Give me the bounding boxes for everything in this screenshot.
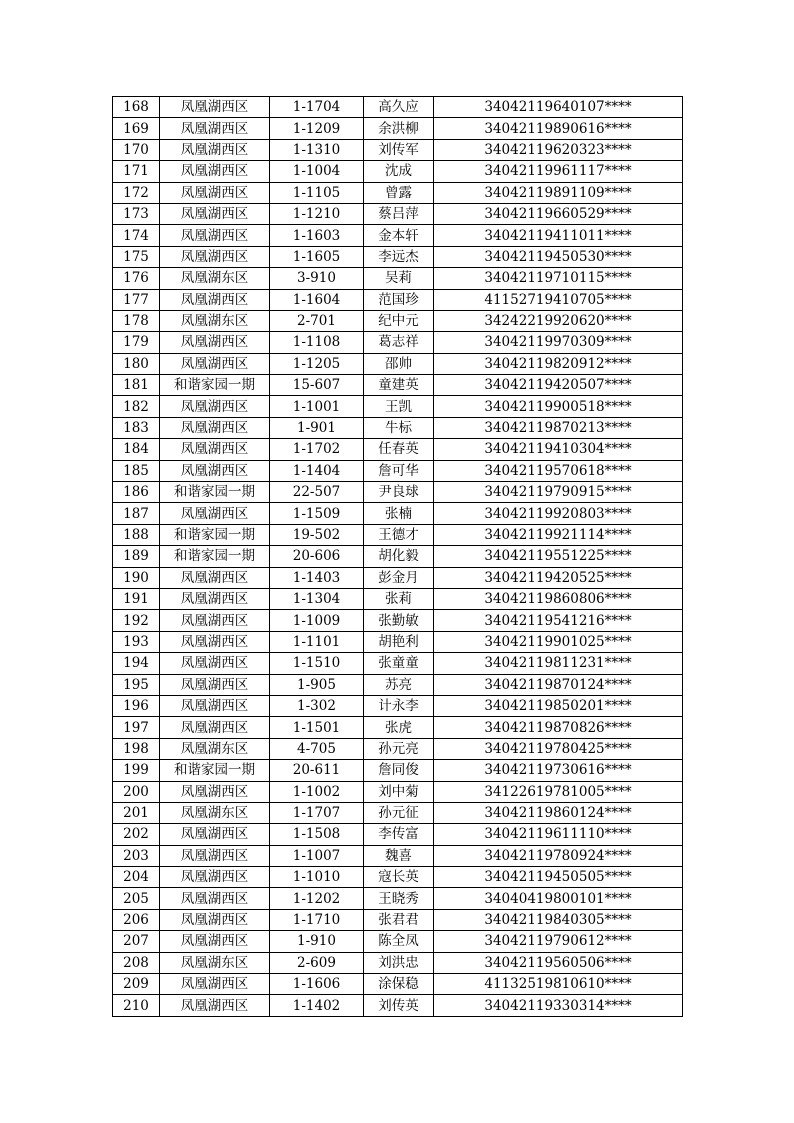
name-cell: 张楠 <box>364 503 434 524</box>
name-cell: 李远杰 <box>364 246 434 267</box>
name-cell: 高久应 <box>364 97 434 118</box>
name-cell: 任春英 <box>364 439 434 460</box>
unit-cell: 20-611 <box>270 760 364 781</box>
table-row <box>113 353 683 374</box>
row-number-cell: 209 <box>113 974 160 995</box>
name-cell: 寇长英 <box>364 867 434 888</box>
name-cell: 金本轩 <box>364 225 434 246</box>
row-number-cell: 169 <box>113 118 160 139</box>
name-cell: 尹良球 <box>364 482 434 503</box>
id-number-cell: 41152719410705**** <box>434 289 683 310</box>
unit-cell: 2-609 <box>270 952 364 973</box>
unit-cell: 22-507 <box>270 482 364 503</box>
unit-cell: 1-1501 <box>270 717 364 738</box>
id-number-cell: 34042119410304**** <box>434 439 683 460</box>
row-number-cell: 170 <box>113 139 160 160</box>
unit-cell: 1-1009 <box>270 610 364 631</box>
id-number-cell: 34042119640107**** <box>434 97 683 118</box>
id-number-cell: 34042119450530**** <box>434 246 683 267</box>
table-row <box>113 439 683 460</box>
id-number-cell: 34042119890616**** <box>434 118 683 139</box>
table-row <box>113 974 683 995</box>
id-number-cell: 34042119551225**** <box>434 546 683 567</box>
community-cell: 凤凰湖西区 <box>160 695 270 716</box>
row-number-cell: 191 <box>113 588 160 609</box>
table-row <box>113 888 683 909</box>
table-row <box>113 139 683 160</box>
unit-cell: 1-1210 <box>270 203 364 224</box>
row-number-cell: 210 <box>113 995 160 1016</box>
id-number-cell: 34042119900518**** <box>434 396 683 417</box>
table-row <box>113 246 683 267</box>
id-number-cell: 34042119790612**** <box>434 931 683 952</box>
id-number-cell: 34042119660529**** <box>434 203 683 224</box>
name-cell: 刘洪忠 <box>364 952 434 973</box>
name-cell: 沈成 <box>364 161 434 182</box>
id-number-cell: 34042119811231**** <box>434 653 683 674</box>
unit-cell: 1-1004 <box>270 161 364 182</box>
community-cell: 凤凰湖东区 <box>160 310 270 331</box>
id-number-cell: 34042119620323**** <box>434 139 683 160</box>
id-number-cell: 34042119420525**** <box>434 567 683 588</box>
unit-cell: 1-905 <box>270 674 364 695</box>
name-cell: 刘中菊 <box>364 781 434 802</box>
community-cell: 凤凰湖西区 <box>160 845 270 866</box>
name-cell: 葛志祥 <box>364 332 434 353</box>
unit-cell: 1-1510 <box>270 653 364 674</box>
id-number-cell: 34042119420507**** <box>434 375 683 396</box>
unit-cell: 1-1101 <box>270 631 364 652</box>
community-cell: 凤凰湖西区 <box>160 995 270 1016</box>
community-cell: 凤凰湖西区 <box>160 353 270 374</box>
row-number-cell: 185 <box>113 460 160 481</box>
id-number-cell: 34042119411011**** <box>434 225 683 246</box>
id-number-cell: 34042119611110**** <box>434 824 683 845</box>
table-row <box>113 845 683 866</box>
row-number-cell: 202 <box>113 824 160 845</box>
community-cell: 凤凰湖西区 <box>160 225 270 246</box>
community-cell: 凤凰湖东区 <box>160 268 270 289</box>
id-number-cell: 34042119921114**** <box>434 524 683 545</box>
unit-cell: 1-1402 <box>270 995 364 1016</box>
unit-cell: 1-1404 <box>270 460 364 481</box>
community-cell: 凤凰湖西区 <box>160 118 270 139</box>
name-cell: 李传富 <box>364 824 434 845</box>
unit-cell: 2-701 <box>270 310 364 331</box>
unit-cell: 1-302 <box>270 695 364 716</box>
id-number-cell: 34042119850201**** <box>434 695 683 716</box>
id-number-cell: 34042119330314**** <box>434 995 683 1016</box>
unit-cell: 3-910 <box>270 268 364 289</box>
name-cell: 张童童 <box>364 653 434 674</box>
id-number-cell: 34042119541216**** <box>434 610 683 631</box>
id-number-cell: 34042119860124**** <box>434 802 683 823</box>
name-cell: 涂保稳 <box>364 974 434 995</box>
unit-cell: 1-910 <box>270 931 364 952</box>
table-row <box>113 332 683 353</box>
community-cell: 凤凰湖西区 <box>160 610 270 631</box>
community-cell: 凤凰湖西区 <box>160 974 270 995</box>
id-number-cell: 34042119560506**** <box>434 952 683 973</box>
name-cell: 詹同俊 <box>364 760 434 781</box>
id-number-cell: 41132519810610**** <box>434 974 683 995</box>
row-number-cell: 173 <box>113 203 160 224</box>
row-number-cell: 177 <box>113 289 160 310</box>
row-number-cell: 172 <box>113 182 160 203</box>
community-cell: 凤凰湖西区 <box>160 97 270 118</box>
row-number-cell: 205 <box>113 888 160 909</box>
unit-cell: 1-1209 <box>270 118 364 139</box>
name-cell: 范国珍 <box>364 289 434 310</box>
name-cell: 张莉 <box>364 588 434 609</box>
row-number-cell: 189 <box>113 546 160 567</box>
id-number-cell: 34042119901025**** <box>434 631 683 652</box>
row-number-cell: 182 <box>113 396 160 417</box>
name-cell: 胡艳利 <box>364 631 434 652</box>
name-cell: 孙元征 <box>364 802 434 823</box>
row-number-cell: 199 <box>113 760 160 781</box>
unit-cell: 15-607 <box>270 375 364 396</box>
table-row <box>113 546 683 567</box>
row-number-cell: 178 <box>113 310 160 331</box>
unit-cell: 1-1001 <box>270 396 364 417</box>
id-number-cell: 34042119970309**** <box>434 332 683 353</box>
id-number-cell: 34042119780924**** <box>434 845 683 866</box>
row-number-cell: 175 <box>113 246 160 267</box>
community-cell: 凤凰湖西区 <box>160 503 270 524</box>
table-row <box>113 203 683 224</box>
row-number-cell: 193 <box>113 631 160 652</box>
unit-cell: 1-901 <box>270 417 364 438</box>
table-row <box>113 524 683 545</box>
community-cell: 凤凰湖东区 <box>160 802 270 823</box>
community-cell: 凤凰湖西区 <box>160 203 270 224</box>
row-number-cell: 176 <box>113 268 160 289</box>
community-cell: 凤凰湖西区 <box>160 161 270 182</box>
name-cell: 孙元亮 <box>364 738 434 759</box>
name-cell: 纪中元 <box>364 310 434 331</box>
name-cell: 张君君 <box>364 909 434 930</box>
row-number-cell: 179 <box>113 332 160 353</box>
unit-cell: 1-1707 <box>270 802 364 823</box>
id-number-cell: 34042119891109**** <box>434 182 683 203</box>
row-number-cell: 186 <box>113 482 160 503</box>
unit-cell: 1-1605 <box>270 246 364 267</box>
community-cell: 凤凰湖西区 <box>160 588 270 609</box>
unit-cell: 1-1509 <box>270 503 364 524</box>
name-cell: 陈全凤 <box>364 931 434 952</box>
name-cell: 王德才 <box>364 524 434 545</box>
row-number-cell: 204 <box>113 867 160 888</box>
row-number-cell: 200 <box>113 781 160 802</box>
unit-cell: 1-1603 <box>270 225 364 246</box>
row-number-cell: 184 <box>113 439 160 460</box>
community-cell: 和谐家园一期 <box>160 546 270 567</box>
row-number-cell: 201 <box>113 802 160 823</box>
community-cell: 和谐家园一期 <box>160 482 270 503</box>
community-cell: 凤凰湖西区 <box>160 396 270 417</box>
id-number-cell: 34122619781005**** <box>434 781 683 802</box>
table-row <box>113 375 683 396</box>
unit-cell: 20-606 <box>270 546 364 567</box>
name-cell: 童建英 <box>364 375 434 396</box>
community-cell: 凤凰湖西区 <box>160 824 270 845</box>
community-cell: 凤凰湖西区 <box>160 931 270 952</box>
name-cell: 詹可华 <box>364 460 434 481</box>
community-cell: 凤凰湖西区 <box>160 567 270 588</box>
row-number-cell: 208 <box>113 952 160 973</box>
table-row <box>113 289 683 310</box>
community-cell: 凤凰湖西区 <box>160 631 270 652</box>
table-row <box>113 867 683 888</box>
table-row <box>113 225 683 246</box>
unit-cell: 1-1002 <box>270 781 364 802</box>
name-cell: 胡化毅 <box>364 546 434 567</box>
table-row <box>113 802 683 823</box>
table-row <box>113 995 683 1016</box>
name-cell: 曾露 <box>364 182 434 203</box>
table-row <box>113 610 683 631</box>
row-number-cell: 183 <box>113 417 160 438</box>
name-cell: 张虎 <box>364 717 434 738</box>
unit-cell: 1-1403 <box>270 567 364 588</box>
table-row <box>113 824 683 845</box>
row-number-cell: 188 <box>113 524 160 545</box>
unit-cell: 1-1007 <box>270 845 364 866</box>
name-cell: 牛标 <box>364 417 434 438</box>
unit-cell: 1-1108 <box>270 332 364 353</box>
table-row <box>113 503 683 524</box>
table-row <box>113 695 683 716</box>
community-cell: 凤凰湖西区 <box>160 332 270 353</box>
community-cell: 凤凰湖西区 <box>160 139 270 160</box>
row-number-cell: 206 <box>113 909 160 930</box>
community-cell: 和谐家园一期 <box>160 524 270 545</box>
unit-cell: 1-1710 <box>270 909 364 930</box>
table-row <box>113 631 683 652</box>
row-number-cell: 187 <box>113 503 160 524</box>
community-cell: 凤凰湖西区 <box>160 653 270 674</box>
row-number-cell: 181 <box>113 375 160 396</box>
table-row <box>113 161 683 182</box>
table-row <box>113 460 683 481</box>
name-cell: 张勤敏 <box>364 610 434 631</box>
row-number-cell: 190 <box>113 567 160 588</box>
table-row <box>113 781 683 802</box>
unit-cell: 4-705 <box>270 738 364 759</box>
name-cell: 王晓秀 <box>364 888 434 909</box>
name-cell: 苏亮 <box>364 674 434 695</box>
table-row <box>113 268 683 289</box>
unit-cell: 1-1310 <box>270 139 364 160</box>
row-number-cell: 174 <box>113 225 160 246</box>
table-row <box>113 182 683 203</box>
id-number-cell: 34042119790915**** <box>434 482 683 503</box>
row-number-cell: 207 <box>113 931 160 952</box>
table-row <box>113 760 683 781</box>
unit-cell: 1-1105 <box>270 182 364 203</box>
id-number-cell: 34042119710115**** <box>434 268 683 289</box>
unit-cell: 1-1702 <box>270 439 364 460</box>
row-number-cell: 192 <box>113 610 160 631</box>
community-cell: 凤凰湖西区 <box>160 417 270 438</box>
table-row <box>113 909 683 930</box>
name-cell: 魏喜 <box>364 845 434 866</box>
row-number-cell: 195 <box>113 674 160 695</box>
name-cell: 彭金月 <box>364 567 434 588</box>
name-cell: 余洪柳 <box>364 118 434 139</box>
community-cell: 凤凰湖东区 <box>160 738 270 759</box>
id-number-cell: 34242219920620**** <box>434 310 683 331</box>
community-cell: 凤凰湖西区 <box>160 717 270 738</box>
table-row <box>113 588 683 609</box>
id-number-cell: 34042119870124**** <box>434 674 683 695</box>
name-cell: 蔡吕萍 <box>364 203 434 224</box>
community-cell: 凤凰湖西区 <box>160 246 270 267</box>
row-number-cell: 203 <box>113 845 160 866</box>
community-cell: 凤凰湖西区 <box>160 182 270 203</box>
resident-table <box>112 96 683 1017</box>
table-body <box>113 97 683 1017</box>
table-row <box>113 310 683 331</box>
id-number-cell: 34042119450505**** <box>434 867 683 888</box>
table-row <box>113 97 683 118</box>
row-number-cell: 180 <box>113 353 160 374</box>
community-cell: 凤凰湖东区 <box>160 952 270 973</box>
unit-cell: 1-1205 <box>270 353 364 374</box>
name-cell: 王凯 <box>364 396 434 417</box>
name-cell: 刘传军 <box>364 139 434 160</box>
community-cell: 凤凰湖西区 <box>160 289 270 310</box>
id-number-cell: 34042119860806**** <box>434 588 683 609</box>
table-row <box>113 567 683 588</box>
community-cell: 凤凰湖西区 <box>160 909 270 930</box>
id-number-cell: 34042119920803**** <box>434 503 683 524</box>
id-number-cell: 34042119570618**** <box>434 460 683 481</box>
id-number-cell: 34042119780425**** <box>434 738 683 759</box>
name-cell: 刘传英 <box>364 995 434 1016</box>
community-cell: 凤凰湖西区 <box>160 460 270 481</box>
table-row <box>113 952 683 973</box>
table-row <box>113 396 683 417</box>
id-number-cell: 34042119820912**** <box>434 353 683 374</box>
community-cell: 凤凰湖西区 <box>160 439 270 460</box>
id-number-cell: 34042119870213**** <box>434 417 683 438</box>
row-number-cell: 196 <box>113 695 160 716</box>
id-number-cell: 34042119840305**** <box>434 909 683 930</box>
table-row <box>113 717 683 738</box>
community-cell: 和谐家园一期 <box>160 375 270 396</box>
row-number-cell: 194 <box>113 653 160 674</box>
table-row <box>113 118 683 139</box>
unit-cell: 1-1508 <box>270 824 364 845</box>
community-cell: 凤凰湖西区 <box>160 674 270 695</box>
unit-cell: 1-1010 <box>270 867 364 888</box>
name-cell: 计永李 <box>364 695 434 716</box>
community-cell: 凤凰湖西区 <box>160 781 270 802</box>
unit-cell: 19-502 <box>270 524 364 545</box>
id-number-cell: 34040419800101**** <box>434 888 683 909</box>
row-number-cell: 171 <box>113 161 160 182</box>
id-number-cell: 34042119870826**** <box>434 717 683 738</box>
id-number-cell: 34042119730616**** <box>434 760 683 781</box>
row-number-cell: 197 <box>113 717 160 738</box>
unit-cell: 1-1704 <box>270 97 364 118</box>
community-cell: 和谐家园一期 <box>160 760 270 781</box>
id-number-cell: 34042119961117**** <box>434 161 683 182</box>
table-row <box>113 738 683 759</box>
table-row <box>113 482 683 503</box>
table-row <box>113 674 683 695</box>
unit-cell: 1-1304 <box>270 588 364 609</box>
row-number-cell: 198 <box>113 738 160 759</box>
unit-cell: 1-1604 <box>270 289 364 310</box>
name-cell: 吴莉 <box>364 268 434 289</box>
row-number-cell: 168 <box>113 97 160 118</box>
name-cell: 邵帅 <box>364 353 434 374</box>
table-row <box>113 653 683 674</box>
community-cell: 凤凰湖西区 <box>160 867 270 888</box>
table-row <box>113 417 683 438</box>
unit-cell: 1-1202 <box>270 888 364 909</box>
table-row <box>113 931 683 952</box>
unit-cell: 1-1606 <box>270 974 364 995</box>
community-cell: 凤凰湖西区 <box>160 888 270 909</box>
